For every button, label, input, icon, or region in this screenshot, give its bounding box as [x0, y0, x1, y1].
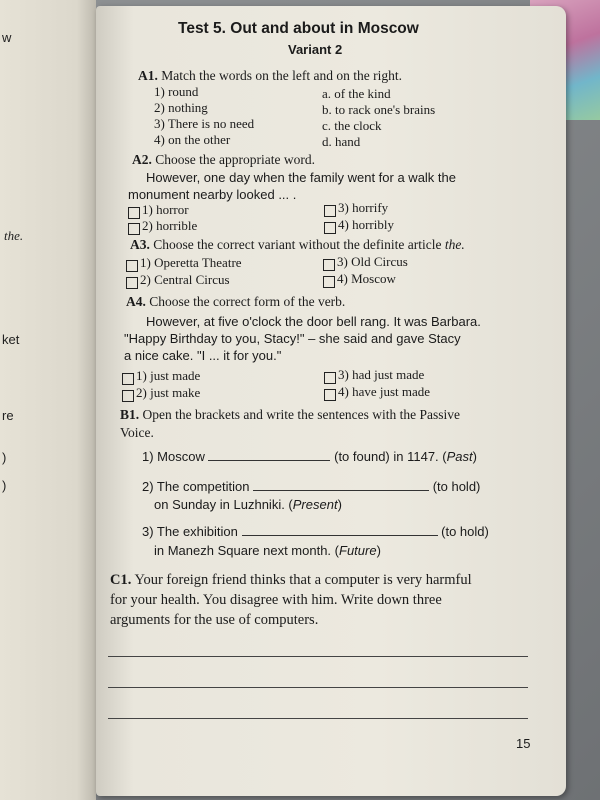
c1-line3: arguments for the use of computers. — [110, 612, 319, 628]
a4-text-line2: "Happy Birthday to you, Stacy!" – she said and gave Stacy — [124, 331, 461, 346]
a4-checkbox-3[interactable] — [324, 372, 336, 384]
a4-option-4: 4) have just made — [338, 384, 431, 399]
b1-s2-end: (to hold) — [432, 479, 481, 494]
a3-label: A3. — [130, 237, 150, 252]
a3-prompt-italic: the. — [444, 237, 465, 252]
left-fragment: re — [2, 408, 14, 423]
a3-option-4: 4) Moscow — [337, 271, 396, 286]
a3-prompt: Choose the correct variant without the definite article — [153, 237, 442, 252]
answer-line-1[interactable] — [108, 656, 528, 657]
workbook-page — [96, 6, 566, 796]
left-fragment: w — [2, 30, 12, 45]
a2-text-line1: However, one day when the family went for a walk the — [146, 170, 456, 185]
left-fragment: the. — [4, 228, 24, 243]
a1-question — [138, 68, 402, 84]
a4-option-3: 3) had just made — [338, 367, 425, 382]
b1-sentence-2-line2: on Sunday in Luzhniki. (Present) — [154, 497, 342, 512]
a2-prompt: Choose the appropriate word. — [155, 152, 315, 167]
a3-option-1: 1) Operetta Theatre — [140, 255, 242, 270]
a2-option-3: 3) horrify — [338, 200, 389, 215]
left-page — [0, 0, 96, 800]
a4-option-1: 1) just made — [136, 368, 201, 383]
a4-checkbox-2[interactable] — [122, 390, 134, 402]
a1-right-d: d. hand — [322, 134, 361, 149]
a3-checkbox-2[interactable] — [126, 277, 138, 289]
b1-s2-tense: Present — [292, 497, 338, 512]
b1-s1-start: 1) Moscow — [142, 449, 205, 464]
a1-right-b: b. to rack one's brains — [322, 102, 436, 117]
a4-checkbox-4[interactable] — [324, 389, 336, 401]
answer-line-2[interactable] — [108, 687, 528, 688]
a4-option-2: 2) just make — [136, 385, 201, 400]
b1-s2-line2-text: on Sunday in Luzhniki. ( — [154, 497, 293, 512]
a4-label: A4. — [126, 294, 146, 309]
answer-line-3[interactable] — [108, 718, 528, 719]
b1-s3-tense: Future — [339, 543, 377, 558]
a3-checkbox-1[interactable] — [126, 260, 138, 272]
a1-label: A1. — [138, 68, 158, 83]
b1-prompt-line2: Voice. — [120, 425, 154, 440]
b1-prompt-line1: Open the brackets and write the sentences with the Passive — [142, 407, 461, 422]
b1-s3-start: 3) The exhibition — [142, 524, 238, 539]
variant-label: Variant 2 — [288, 42, 343, 57]
a2-question — [132, 152, 315, 168]
b1-s3-blank[interactable] — [242, 535, 438, 536]
c1-question-line1 — [110, 572, 472, 589]
a1-left-3: 3) There is no need — [154, 116, 255, 131]
a2-checkbox-4[interactable] — [324, 222, 336, 234]
a4-text-line3: a nice cake. "I ... it for you." — [124, 348, 282, 363]
a4-prompt: Choose the correct form of the verb. — [149, 294, 346, 309]
c1-label: C1. — [110, 572, 132, 588]
left-fragment: ) — [2, 450, 7, 465]
a1-left-1: 1) round — [154, 84, 199, 99]
a1-prompt: Match the words on the left and on the right. — [161, 68, 402, 83]
a2-checkbox-1[interactable] — [128, 207, 140, 219]
a2-text-line2: monument nearby looked ... . — [128, 187, 297, 202]
b1-s3-line2-text: in Manezh Square next month. ( — [154, 543, 339, 558]
a4-text-line1: However, at five o'clock the door bell rang. It was Barbara. — [146, 314, 481, 329]
a1-left-4: 4) on the other — [154, 132, 231, 147]
page-title: Test 5. Out and about in Moscow — [178, 20, 419, 37]
left-fragment: ket — [2, 332, 20, 347]
c1-line1: Your foreign friend thinks that a computer is very harmful — [134, 572, 472, 588]
b1-label: B1. — [120, 407, 140, 422]
a3-question — [130, 237, 465, 253]
b1-sentence-1: 1) Moscow (to found) in 1147. (Past) — [142, 449, 477, 464]
a1-right-c: c. the clock — [322, 118, 382, 133]
left-fragment: ) — [2, 478, 7, 493]
a1-right-a: a. of the kind — [322, 86, 391, 101]
b1-s3-end: (to hold) — [441, 524, 489, 539]
a2-checkbox-2[interactable] — [128, 223, 140, 235]
b1-s2-blank[interactable] — [253, 490, 429, 491]
a2-option-4: 4) horribly — [338, 217, 394, 232]
b1-sentence-3 — [142, 524, 489, 539]
a2-option-1: 1) horror — [142, 202, 189, 217]
a3-checkbox-3[interactable] — [323, 259, 335, 271]
b1-s2-start: 2) The competition — [142, 479, 250, 494]
a2-label: A2. — [132, 152, 152, 167]
a3-checkbox-4[interactable] — [323, 276, 335, 288]
c1-line2: for your health. You disagree with him. Write down three — [110, 592, 442, 608]
b1-s1-blank[interactable] — [208, 460, 330, 461]
b1-sentence-2 — [142, 479, 480, 494]
page-number: 15 — [516, 736, 531, 751]
a3-option-2: 2) Central Circus — [140, 272, 230, 287]
b1-s1-tense: Past — [446, 449, 473, 464]
a2-checkbox-3[interactable] — [324, 205, 336, 217]
a1-left-2: 2) nothing — [154, 100, 208, 115]
b1-s1-end: (to found) in 1147. ( — [334, 449, 447, 464]
a4-checkbox-1[interactable] — [122, 373, 134, 385]
b1-sentence-3-line2: in Manezh Square next month. (Future) — [154, 543, 381, 558]
a2-option-2: 2) horrible — [142, 218, 198, 233]
a3-option-3: 3) Old Circus — [337, 254, 408, 269]
b1-question — [120, 407, 460, 423]
a4-question — [126, 294, 345, 310]
